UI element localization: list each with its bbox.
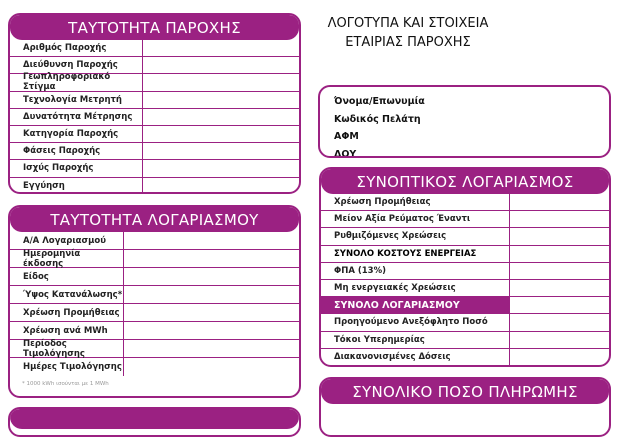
row-value-cell: [124, 250, 299, 267]
row-label: Ημέρες Τιμολόγησης: [10, 358, 124, 376]
table-row: [10, 160, 299, 177]
row-label: Ημερομηνία έκδοσης: [10, 250, 124, 267]
row-value-cell: [510, 211, 609, 227]
row-label: ΣΥΝΟΛΟ ΛΟΓΑΡΙΑΣΜΟΥ: [321, 297, 510, 313]
row-value-cell: [510, 332, 609, 348]
table-row: [321, 228, 609, 245]
row-value-cell: [143, 178, 299, 195]
row-value-cell: [124, 286, 299, 303]
table-row: [10, 268, 299, 286]
table-row: [10, 286, 299, 304]
table-row: [321, 246, 609, 263]
row-value-cell: [510, 280, 609, 296]
row-value-cell: [510, 349, 609, 366]
table-row: [321, 314, 609, 331]
row-value-cell: [510, 263, 609, 279]
row-value-cell: [143, 109, 299, 125]
row-value-cell: [143, 92, 299, 108]
table-row: [321, 349, 609, 366]
table-row: [10, 322, 299, 340]
row-value-cell: [510, 246, 609, 262]
table-row: [321, 263, 609, 280]
row-label: Διεύθυνση Παροχής: [10, 57, 143, 73]
row-label: Τόκοι Υπερημερίας: [321, 332, 510, 348]
row-value-cell: [510, 314, 609, 330]
row-value-cell: [510, 297, 609, 313]
account-identity-header: ΤΑΥΤΟΤΗΤΑ ΛΟΓΑΡΙΑΣΜΟΥ: [10, 207, 299, 232]
supply-identity-table: [8, 13, 301, 194]
account-summary-table: [319, 167, 611, 367]
total-payment-box: [319, 377, 611, 437]
tax-id-label: ΑΦΜ: [334, 131, 359, 142]
tax-office-label: ΔΟΥ: [334, 148, 357, 158]
row-label: ΦΠΑ (13%): [321, 263, 510, 279]
row-label: Ισχύς Παροχής: [10, 160, 143, 176]
table-row: [10, 358, 299, 376]
row-label: Διακανονισμένες Δόσεις: [321, 349, 510, 366]
row-label: Είδος: [10, 268, 124, 285]
table-row: [10, 92, 299, 109]
table-row: [10, 250, 299, 268]
logo-title-line: ΛΟΓΟΤΥΠΑ ΚΑΙ ΣΤΟΙΧΕΙΑ: [327, 16, 489, 31]
table-row: [10, 40, 299, 57]
table-row: [10, 126, 299, 143]
row-label: Αριθμός Παροχής: [10, 40, 143, 56]
row-value-cell: [124, 358, 299, 376]
row-value-cell: [124, 340, 299, 357]
table-row: [10, 74, 299, 91]
table-row: [321, 297, 609, 314]
table-row: [321, 211, 609, 228]
row-value-cell: [124, 232, 299, 249]
row-value-cell: [124, 268, 299, 285]
row-label: Α/Α Λογαριασμού: [10, 232, 124, 249]
table-row: [10, 143, 299, 160]
account-identity-table: [8, 205, 301, 398]
customer-details-box: [318, 85, 611, 158]
table-row: [10, 232, 299, 250]
row-label: Εγγύηση: [10, 178, 143, 195]
account-summary-header: ΣΥΝΟΠΤΙΚΟΣ ΛΟΓΑΡΙΑΣΜΟΣ: [321, 169, 609, 194]
row-label: Προηγούμενο Ανεξόφλητο Ποσό: [321, 314, 510, 330]
row-label: Ρυθμιζόμενες Χρεώσεις: [321, 228, 510, 244]
total-payment-header: ΣΥΝΟΛΙΚΟ ΠΟΣΟ ΠΛΗΡΩΜΗΣ: [321, 379, 609, 404]
table-row: [10, 304, 299, 322]
row-label: Φάσεις Παροχής: [10, 143, 143, 159]
row-value-cell: [143, 57, 299, 73]
customer-code-label: Κωδικός Πελάτη: [334, 113, 421, 125]
supply-identity-header: ΤΑΥΤΟΤΗΤΑ ΠΑΡΟΧΗΣ: [10, 15, 299, 40]
footnote: * 1000 kWh ισούνται με 1 MWh: [22, 381, 109, 387]
row-label: Μη ενεργειακές Χρεώσεις: [321, 280, 510, 296]
logo-placeholder-title: [318, 14, 498, 52]
row-label: Γεωπληροφοριακό Στίγμα: [10, 74, 143, 90]
table-row: [321, 280, 609, 297]
row-label: Ύψος Κατανάλωσης*: [10, 286, 124, 303]
row-value-cell: [124, 304, 299, 321]
row-value-cell: [143, 160, 299, 176]
table-row: [321, 332, 609, 349]
row-value-cell: [143, 74, 299, 90]
row-label: ΣΥΝΟΛΟ ΚΟΣΤΟΥΣ ΕΝΕΡΓΕΙΑΣ: [321, 246, 510, 262]
row-value-cell: [143, 143, 299, 159]
row-label: Τεχνολογία Μετρητή: [10, 92, 143, 108]
table-row: [321, 194, 609, 211]
row-label: Χρέωση Προμήθειας: [10, 304, 124, 321]
row-label: Χρέωση Προμήθειας: [321, 194, 510, 210]
row-label: Περίοδος Τιμολόγησης: [10, 340, 124, 357]
table-row: [10, 178, 299, 195]
row-value-cell: [143, 40, 299, 56]
logo-title-line: ΕΤΑΙΡΙΑΣ ΠΑΡΟΧΗΣ: [345, 35, 471, 50]
row-value-cell: [124, 322, 299, 339]
customer-name-label: Όνομα/Επωνυμία: [334, 96, 425, 107]
table-row: [10, 340, 299, 358]
row-value-cell: [510, 194, 609, 210]
row-label: Μείον Αξία Ρεύματος Έναντι: [321, 211, 510, 227]
row-value-cell: [510, 228, 609, 244]
table-row: [10, 109, 299, 126]
row-value-cell: [143, 126, 299, 142]
row-label: Χρέωση ανά MWh: [10, 322, 124, 339]
row-label: Κατηγορία Παροχής: [10, 126, 143, 142]
row-label: Δυνατότητα Μέτρησης: [10, 109, 143, 125]
